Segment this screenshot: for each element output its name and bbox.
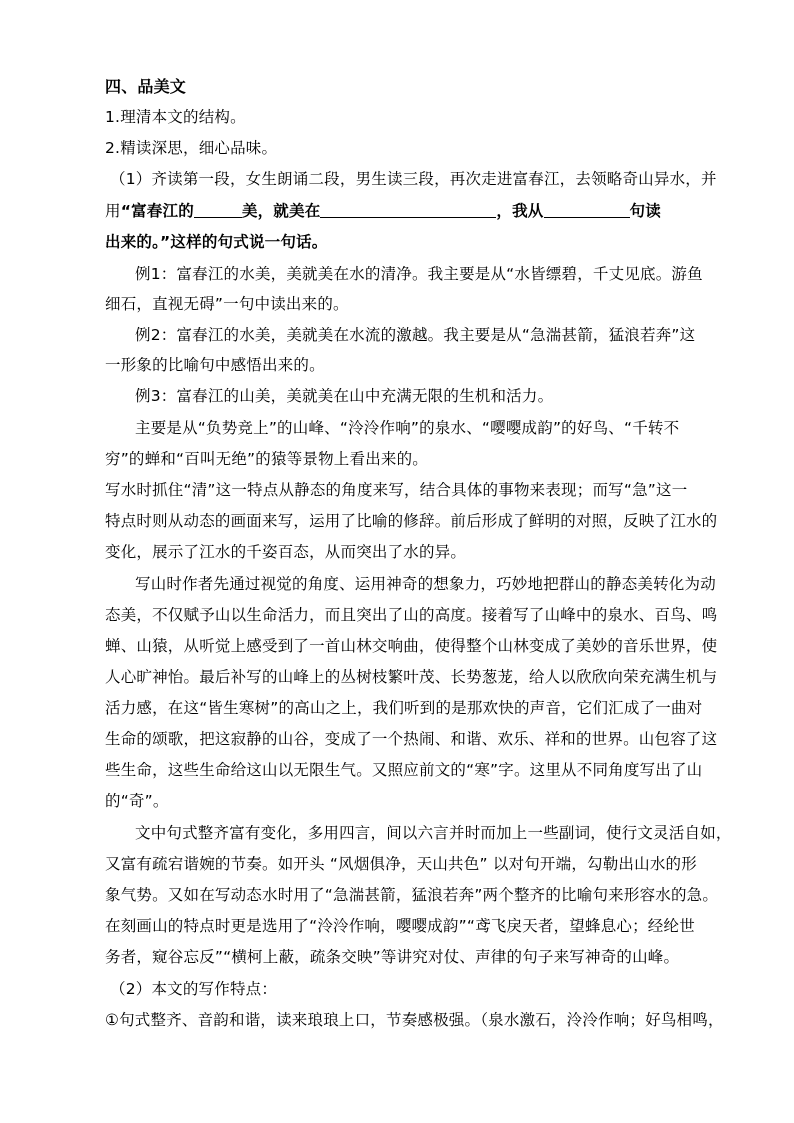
paragraph-line: 写山时作者先通过视觉的角度、运用神奇的想象力，巧妙地把群山的静态美转化为动 (135, 575, 716, 593)
paragraph-line: 活力感，在这“皆生寒树”的高山之上，我们听到的是那欢快的声音，它们汇成了一曲对 (105, 699, 703, 717)
list-item: 1.理清本文的结构。 (105, 108, 246, 126)
paragraph-line: 又富有疏宕谐婉的节奏。如开头 “风烟俱净，天山共色” 以对句开端，勾勒出山水的形 (105, 855, 697, 873)
example-line: 例3：富春江的山美，美就美在山中充满无限的生机和活力。 (135, 387, 554, 405)
paragraph-line: 些生命，这些生命给这山以无限生气。又照应前文的“寒”字。这里从不同角度写出了山 (105, 761, 703, 779)
example-line: 例2：富春江的水美，美就美在水流的激越。我主要是从“急湍甚箭，猛浪若奔”这 (135, 326, 696, 344)
task1-sentence-pattern: 用“富春江的 美，就美在 ，我从 句读 (105, 202, 661, 220)
paragraph-line: 生命的颂歌，把这寂静的山谷，变成了一个热闹、和谐、欢乐、祥和的世界。山包容了这 (105, 730, 718, 748)
example-line: 一形象的比喻句中感悟出来的。 (105, 356, 325, 374)
paragraph-line: 特点时则从动态的画面来写，运用了比喻的修辞。前后形成了鲜明的对照，反映了江水的 (105, 512, 718, 530)
task2-heading: （2）本文的写作特点： (110, 980, 278, 998)
list-item: 2.精读深思，细心品味。 (105, 139, 278, 157)
paragraph-line: 象气势。又如在写动态水时用了“急湍甚箭，猛浪若奔”两个整齐的比喻句来形容水的急。 (105, 886, 719, 904)
paragraph-line: 蝉、山猿，从听觉上感受到了一首山林交响曲，使得整个山林变成了美妙的音乐世界，使 (105, 637, 718, 655)
example-line: 例1：富春江的水美，美就美在水的清净。我主要是从“水皆缥碧，千丈见底。游鱼 (135, 265, 703, 283)
paragraph-line: 穷”的蝉和“百叫无绝”的猿等景物上看出来的。 (105, 450, 428, 468)
task1-line: （1）齐读第一段，女生朗诵二段，男生读三段，再次走进富春江，去领略奇山异水，并 (110, 170, 717, 188)
example-line: 细石，直视无碍”一句中读出来的。 (105, 295, 349, 313)
paragraph-line: 文中句式整齐富有变化，多用四言，间以六言并时而加上一些副词，使行文灵活自如， (135, 824, 732, 842)
paragraph-line: ①句式整齐、音韵和谐，读来琅琅上口，节奏感极强。（泉水激石，泠泠作响；好鸟相鸣， (105, 1011, 724, 1029)
section-title: 四、品美文 (105, 77, 187, 96)
paragraph-line: 人心旷神怡。最后补写的山峰上的丛树枝繁叶茂、长势葱茏，给人以欣欣向荣充满生机与 (105, 668, 718, 686)
fill-blank (194, 202, 242, 218)
paragraph-line: 变化，展示了江水的千姿百态，从而突出了水的异。 (105, 543, 467, 561)
paragraph-line: 态美，不仅赋予山以生命活力，而且突出了山的高度。接着写了山峰中的泉水、百鸟、鸣 (105, 606, 718, 624)
paragraph-line: 写水时抓住“清”这一特点从静态的角度来写，结合具体的事物来表现；而写“急”这一 (105, 481, 688, 499)
task1-line: 出来的。”这样的句式说一句话。 (105, 233, 328, 251)
paragraph-line: 主要是从“负势竞上”的山峰、“泠泠作响”的泉水、“嘤嘤成韵”的好鸟、“千转不 (135, 419, 680, 437)
paragraph-line: 的“奇”。 (105, 792, 169, 810)
fill-blank (544, 202, 630, 218)
paragraph-line: 在刻画山的特点时更是选用了“泠泠作响，嘤嘤成韵”“鸢飞戾天者，望蜂息心；经纶世 (105, 917, 695, 935)
fill-blank (320, 202, 496, 218)
paragraph-line: 务者，窥谷忘反”“横柯上蔽，疏条交映”等讲究对仗、声律的句子来写神奇的山峰。 (105, 948, 680, 966)
